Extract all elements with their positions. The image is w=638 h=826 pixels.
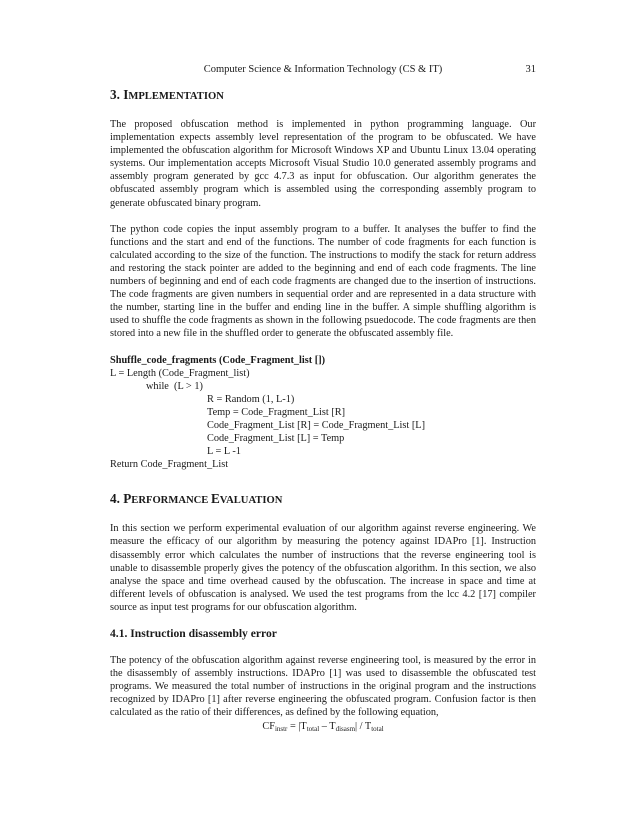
paragraph-implementation-2: The python code copies the input assembly program to a buffer. It analyses the buffer to find the functions and the start and end of the functions. The number of code fragments for each function is calculated according to the size of the function. The instructions to modify the stack for return address and restoring the stack pointer are added to the beginning and end of each code fragments. The line numbers of beginning and end of each code fragments are changed due to the insertion of instructions. The code fragments are given numbers in sequential order and are represented in a data structure with the number, starting line in the buffer and ending line in the buffer. A simple shuffling algorithm is used to shuffle the code fragments as shown in the following psuedocode. The code fragments are then stored into a new file in the shuffled order to generate the obfuscated assembly file. (110, 223, 536, 340)
confusion-factor-equation: $CF_{instr} = |T_{total} - T_{disasm}| / T_{total}$ (262, 721, 384, 734)
pseudocode-line: L = Length (Code_Fragment_list) (110, 367, 250, 379)
subsection-heading-instruction-disassembly-error: 4.1. Instruction disassembly error (110, 627, 277, 640)
pseudocode-line: while (L > 1) (146, 380, 203, 392)
pseudocode-line: Code_Fragment_List [R] = Code_Fragment_List [L] (207, 419, 426, 431)
pseudocode-line: L = L -1 (207, 446, 241, 458)
paragraph-instruction-disassembly-error: The potency of the obfuscation algorithm against reverse engineering tool, is measured by the error in the disassembly of assembly instructions. IDAPro [1] was used to disassemble the obfuscated test programs. We measured the total number of instructions in the original program and the instructions recognized by IDAPro [1] after reverse engineering the obfuscated program. Confusion factor is then calculated as the ratio of their differences, as defined by the following equation, (110, 655, 536, 719)
pseudocode-title: Shuffle_code_fragments (Code_Fragment_list []) (110, 354, 326, 366)
pseudocode-line: Temp = Code_Fragment_List [R] (207, 406, 346, 418)
pseudocode-line: R = Random (1, L-1) (207, 393, 295, 405)
section-heading-performance-evaluation: 4. PERFORMANCE EVALUATION (110, 491, 283, 507)
page-content (110, 83, 536, 737)
section-heading-implementation: 3. IMPLEMENTATION (110, 87, 224, 102)
paragraph-implementation-1: The proposed obfuscation method is implemented in python programming language. Our implementation expects assembly level representation of the program to be obfuscated. We have implemented the obfuscation algorithm for Microsoft Windows XP and Ubuntu Linux 13.04 operating systems. Our implementation accepts Microsoft Visual Studio 10.0 generated assembly programs and assembly program generated by gcc 4.7.3 as input for obfuscation. Our algorithm generates the obfuscated assembly program which is assembled using the corresponding assembly program to generate obfuscated binary program. (110, 119, 536, 209)
pseudocode-line: Return Code_Fragment_List (110, 459, 229, 471)
pseudocode-line: Code_Fragment_List [L] = Temp (207, 433, 345, 445)
pseudocode-block (110, 354, 536, 472)
page-number: 31 (525, 64, 536, 75)
paragraph-performance-evaluation: In this section we perform experimental evaluation of our algorithm against reverse engineering. We measure the efficacy of our algorithm by measuring the potency against IDAPro [1]. Instruction disassembly error which calculates the number of instructions that the reverse engineering tool is unable to disassemble properly gives the potency of the obfuscation algorithm. In this section, we also analyse the space and time overhead caused by the obfuscation. The increase in space and time at different levels of obfuscation is analysed. We used the test programs from the lcc 4.2 [17] compiler source as input test programs for our obfuscation algorithm. (110, 523, 536, 613)
journal-title: Computer Science & Information Technology (CS & IT) (203, 64, 443, 75)
